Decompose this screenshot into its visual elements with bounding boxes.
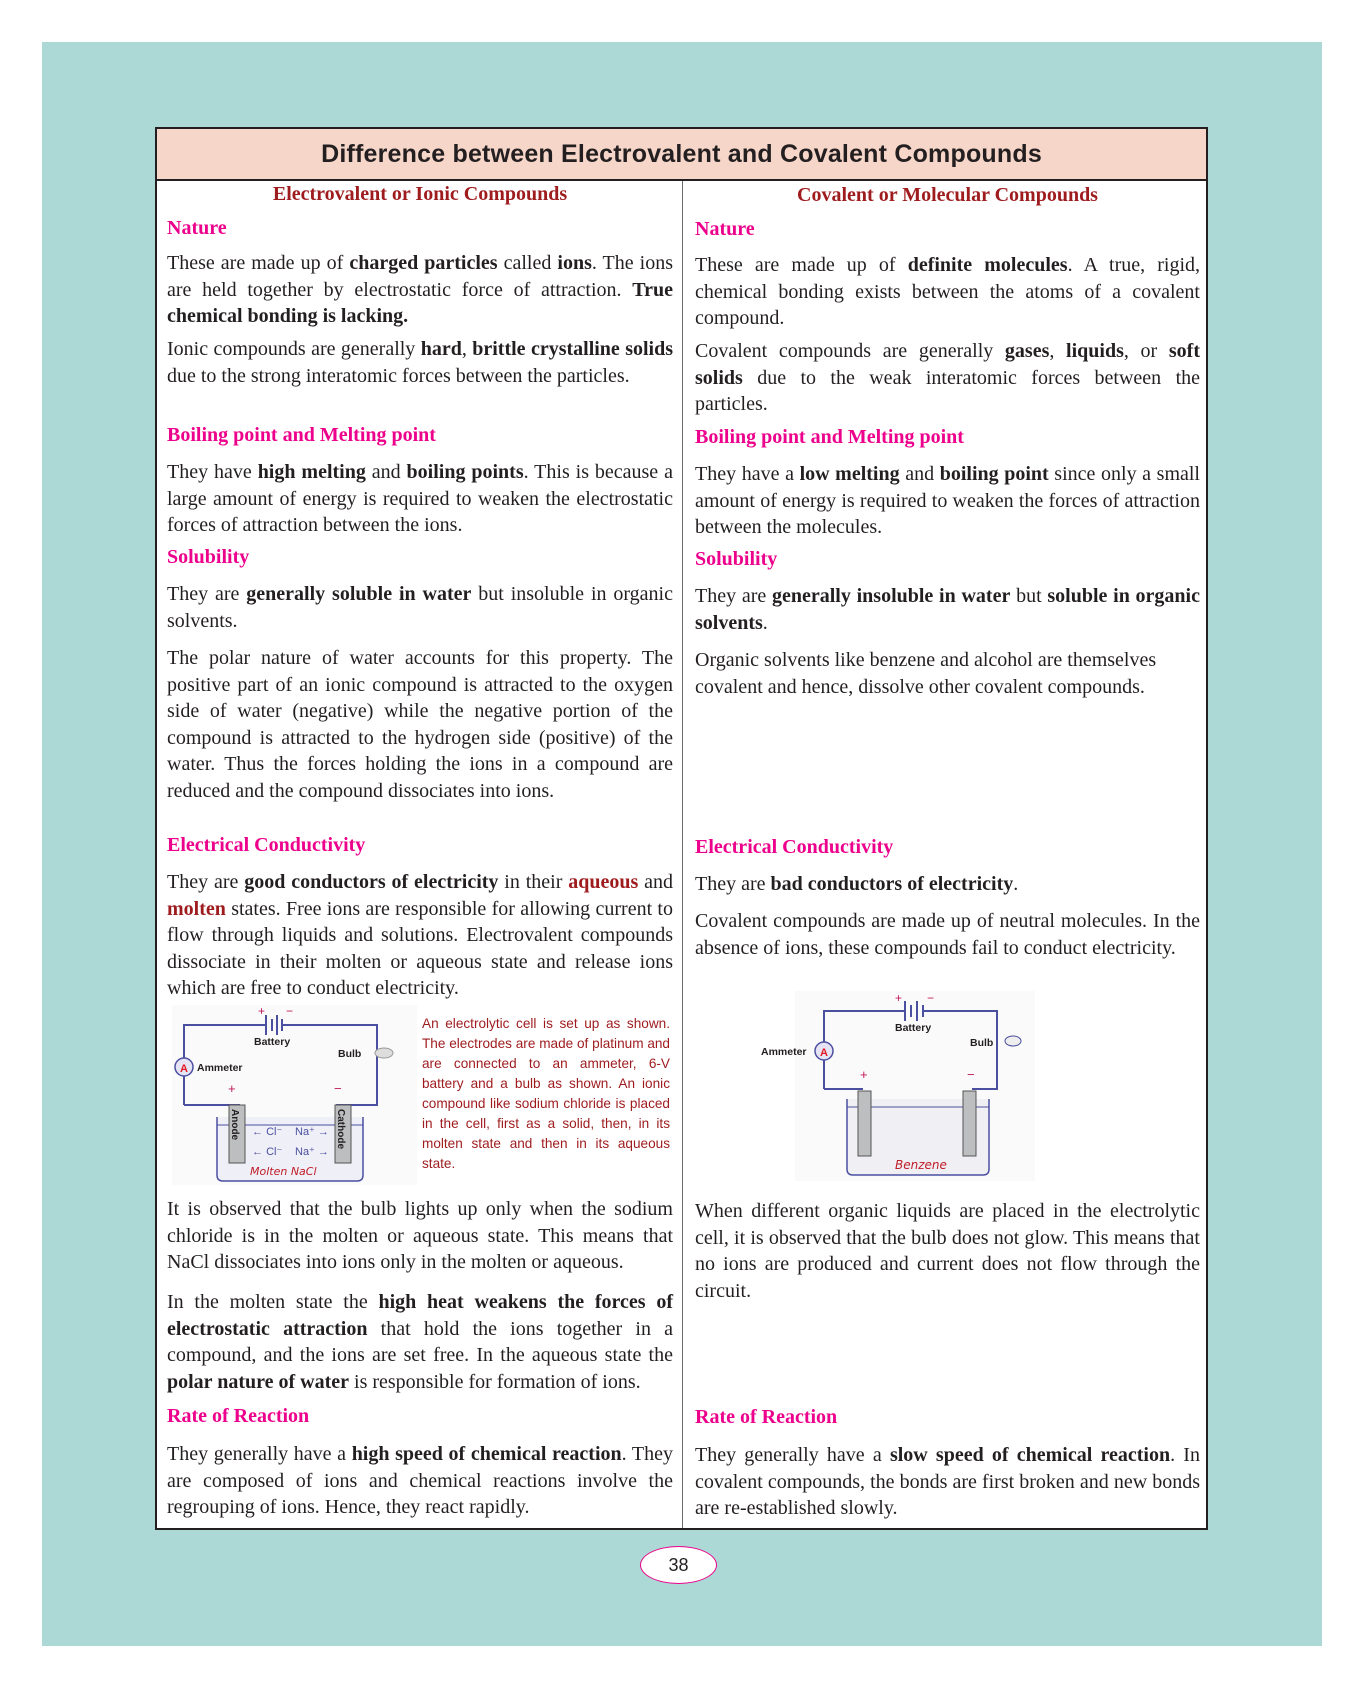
rate-paragraph: They generally have a slow speed of chemical reaction. In covalent compounds, the bonds are first broken and new bonds are re-established slowly. (695, 1444, 1200, 1519)
electrovalent-column (167, 181, 673, 1528)
svg-text:−: − (927, 991, 935, 1005)
solubility-paragraph-2: Organic solvents like benzene and alcohol are themselves covalent and hence, dissolve other covalent compounds. (695, 649, 1157, 698)
svg-text:−: − (334, 1081, 342, 1096)
svg-text:+: + (895, 991, 903, 1005)
covalent-column (695, 181, 1200, 1528)
rate-paragraph: They generally have a high speed of chemical reaction. They are composed of ions and chemical reactions involve the regrouping of ions. Hence, they react rapidly. (167, 1443, 673, 1518)
comparison-table (155, 127, 1208, 1530)
conductivity-paragraph: They are bad conductors of electricity. (695, 873, 1019, 895)
solubility-paragraph: They are generally insoluble in water but soluble in organic solvents. (695, 585, 1200, 634)
svg-text:Ammeter: Ammeter (761, 1046, 807, 1058)
molten-nacl-cell-diagram (172, 1005, 417, 1185)
benzene-cell-diagram (755, 991, 1035, 1181)
positive-electrode (858, 1091, 871, 1156)
svg-text:← Cl⁻: ← Cl⁻ (252, 1146, 283, 1158)
section-nature-label: Nature (695, 218, 755, 240)
section-boiling-point-label: Boiling point and Melting point (167, 424, 436, 446)
negative-electrode (963, 1091, 976, 1156)
section-solubility-label: Solubility (167, 546, 250, 568)
svg-text:A: A (820, 1047, 828, 1059)
table-title-band (157, 129, 1206, 181)
bulb-icon (375, 1048, 393, 1058)
solubility-paragraph-2: The polar nature of water accounts for this property. The positive part of an ionic compound is attracted to the oxygen side of water (negative) while the negative portion of the compound is attracted to the hydrogen side (positive) of the water. Thus the forces holding the ions in a compound are reduced and the compound dissociates into ions. (167, 647, 673, 802)
svg-text:+: + (258, 1005, 266, 1018)
conductivity-paragraph: They are good conductors of electricity in their aqueous and molten states. Free ions are responsible for allowing current to flow through liquids and solutions. Electrovalent compounds dissociate in their molten or aqueous state and release ions which are free to conduct electricity. (167, 871, 673, 999)
boiling-point-paragraph: They have high melting and boiling points. This is because a large amount of energy is required to weaken the electrostatic forces of attraction between the ions. (167, 461, 673, 536)
nature-paragraph: These are made up of charged particles called ions. The ions are held together by electrostatic force of attraction. True chemical bonding is lacking. (167, 252, 674, 327)
section-rate-label: Rate of Reaction (695, 1406, 838, 1428)
page-number-text: 38 (668, 1554, 689, 1575)
page-number (640, 1546, 717, 1584)
svg-text:A: A (180, 1063, 188, 1075)
section-conductivity-label: Electrical Conductivity (695, 836, 894, 858)
boiling-point-paragraph: They have a low melting and boiling point since only a small amount of energy is required to weaken the forces of attraction between the molecules. (695, 463, 1200, 538)
svg-text:−: − (286, 1005, 294, 1018)
svg-text:← Cl⁻: ← Cl⁻ (252, 1126, 283, 1138)
section-conductivity-label: Electrical Conductivity (167, 834, 366, 856)
nature-paragraph-2: Covalent compounds are generally gases, liquids, or soft solids due to the weak interatomic forces between the particles. (695, 340, 1200, 415)
solubility-paragraph: They are generally soluble in water but insoluble in organic solvents. (167, 583, 673, 632)
svg-text:Cathode: Cathode (335, 1109, 346, 1149)
section-rate-label: Rate of Reaction (167, 1405, 310, 1427)
bulb-icon (1005, 1036, 1021, 1046)
svg-text:Bulb: Bulb (970, 1037, 994, 1049)
svg-text:+: + (860, 1067, 868, 1082)
observation-paragraph: It is observed that the bulb lights up only when the sodium chloride is in the molten or aqueous state. This means that NaCl dissociates into ions only in the molten or aqueous. (167, 1198, 673, 1273)
diagram-caption: An electrolytic cell is set up as shown. The electrodes are made of platinum and are connected to an ammeter, 6-V battery and a bulb as shown. An ionic compound like sodium chloride is placed in the cell, first as a solid, then, in its molten state and then in its aqueous state. (422, 1016, 670, 1171)
explanation-paragraph: In the molten state the high heat weakens the forces of electrostatic attraction that hold the ions together in a compound, and the ions are set free. In the aqueous state the polar nature of water is responsible for formation of ions. (167, 1291, 673, 1393)
svg-text:Battery: Battery (254, 1036, 291, 1048)
svg-text:Benzene: Benzene (895, 1158, 947, 1172)
column-divider (682, 181, 683, 1528)
svg-text:Ammeter: Ammeter (197, 1062, 243, 1074)
svg-text:−: − (967, 1067, 975, 1082)
nature-paragraph: These are made up of definite molecules. A true, rigid, chemical bonding exists between the atoms of a covalent compound. (695, 254, 1200, 329)
column-heading-electrovalent: Electrovalent or Ionic Compounds (272, 183, 568, 205)
svg-text:Molten NaCl: Molten NaCl (250, 1165, 317, 1178)
svg-text:+: + (228, 1081, 236, 1096)
section-solubility-label: Solubility (695, 548, 778, 570)
svg-text:Bulb: Bulb (338, 1048, 362, 1060)
section-nature-label: Nature (167, 217, 227, 239)
svg-text:Battery: Battery (895, 1022, 932, 1034)
nature-paragraph-2: Ionic compounds are generally hard, brittle crystalline solids due to the strong interatomic forces between the particles. (167, 338, 674, 387)
svg-text:Anode: Anode (229, 1109, 240, 1141)
table-title: Difference between Electrovalent and Covalent Compounds (321, 139, 1042, 168)
section-boiling-point-label: Boiling point and Melting point (695, 426, 964, 448)
observation-paragraph: When different organic liquids are placed in the electrolytic cell, it is observed that the bulb does not glow. This means that no ions are produced and current does not flow through the circuit. (695, 1200, 1200, 1302)
svg-text:Na⁺ →: Na⁺ → (295, 1146, 329, 1158)
svg-text:Na⁺ →: Na⁺ → (295, 1126, 329, 1138)
column-heading-covalent: Covalent or Molecular Compounds (797, 184, 1098, 206)
conductivity-paragraph-2: Covalent compounds are made up of neutral molecules. In the absence of ions, these compounds fail to conduct electricity. (695, 910, 1200, 959)
